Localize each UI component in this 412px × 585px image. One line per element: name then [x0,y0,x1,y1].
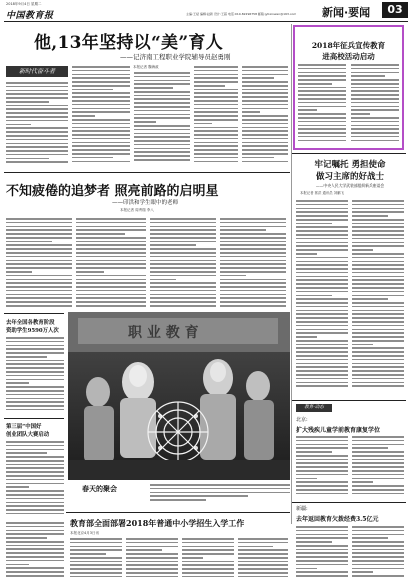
bottom-headline: 教育部全面部署2018年普通中小学招生入学工作 [70,518,245,528]
right-brief1-headline: 扩大残疾儿童学前教育康复学位 [296,427,381,434]
section-title: 新闻·要闻 [322,6,371,19]
right-brief1-body-col1 [296,436,348,500]
sidebar-headline-2: 进高校活动启动 [322,52,375,61]
lead-body-col1 [6,82,68,170]
page-number: 03 [382,2,408,18]
left-bottom-body [6,522,64,582]
second-body-col4 [220,218,286,310]
divider-lead [4,172,290,173]
second-body-col2 [76,218,146,310]
sidebar-body-col2 [351,64,399,146]
photo-caption-body [150,484,290,508]
right-feature-headline-2: 做习主席的好战士 [315,172,384,182]
photo-illustration [68,312,290,480]
second-byline: 本报记者 周秀瑞 李八 [120,208,154,212]
divider-left-briefs [4,313,64,314]
right-brief2-label: 新疆: [296,506,308,512]
bottom-byline: 本报北京4月3日讯 [70,531,99,535]
right-feature-subhead: ——中央人民大学武装部组织新兵座谈会 [315,183,385,188]
issue-date: 2018年9月4日 星期二 [6,2,42,6]
right-brief2-headline: 去年返回教育欠拨经费3.5亿元 [296,516,379,523]
right-brief2-body-col2 [352,526,404,581]
divider-right-briefs [292,400,406,401]
second-headline: 不知疲倦的追梦者 照亮前路的启明星 [6,184,219,199]
lead-body-col5 [242,66,288,170]
sidebar-headline-1: 2018年征兵宣传教育 [311,41,386,50]
right-brief2-body-col1 [296,526,348,581]
brief1-headline-1: 去年全国各教育阶段 [6,320,55,326]
column-tag: 新时代奋斗者 [6,66,68,77]
second-subhead: ——印洪和学生眼中的老师 [112,200,179,206]
masthead-rule [4,21,408,22]
divider-bottom [66,512,290,513]
bottom-body-col1 [70,538,122,582]
photo-caption-title: 春天的聚会 [82,484,117,493]
brief1-body [6,337,64,415]
brief2-headline-2: 创业团队大赛启动 [6,432,50,438]
masthead-meta: 主编:王斌 编辑:赵新 设计:王超 电话:010-82296758 邮箱:jybxinwen@163.com [186,12,296,16]
bottom-body-col3 [182,538,234,582]
lead-byline: 本报记者 魏海政 [133,65,159,69]
right-feature-byline: 本报记者 郭洪 通讯员 刘鹏飞 [300,191,344,195]
news-photo [68,312,290,480]
right-brief1-label: 北京: [296,417,308,423]
right-feature-col2 [352,200,404,396]
lead-body-col4 [194,66,238,170]
bottom-body-col4 [238,538,288,582]
svg-text:职 业 教 育: 职 业 教 育 [128,325,199,341]
right-brief1-body-col2 [352,436,404,500]
bottom-body-col2 [126,538,178,582]
lead-body-col2 [72,66,130,170]
divider-brief2 [4,418,64,419]
right-feature-col1 [296,200,348,396]
column-rule-right [291,24,292,524]
brief1-headline-2: 资助学生9590万人次 [6,328,59,334]
second-body-col1 [6,218,72,310]
lead-subhead: ——记济南工程职业学院辅导员赵勇刚 [120,53,231,61]
right-briefs-tag: 教育·动态 [296,404,332,412]
brief2-body [6,441,64,519]
lead-headline: 他,13年坚持以“美”育人 [34,33,224,53]
second-body-col3 [150,218,216,310]
right-feature-headline-1: 牢记嘱托 勇担使命 [314,160,386,170]
divider-right-brief2 [292,502,406,503]
brief2-headline-1: 第三届“中国好 [6,424,42,430]
divider-sidebar [292,153,406,154]
newspaper-logo: 中国教育报 [6,11,54,21]
sidebar-body-col1 [298,64,346,146]
lead-body-col3 [134,72,190,170]
